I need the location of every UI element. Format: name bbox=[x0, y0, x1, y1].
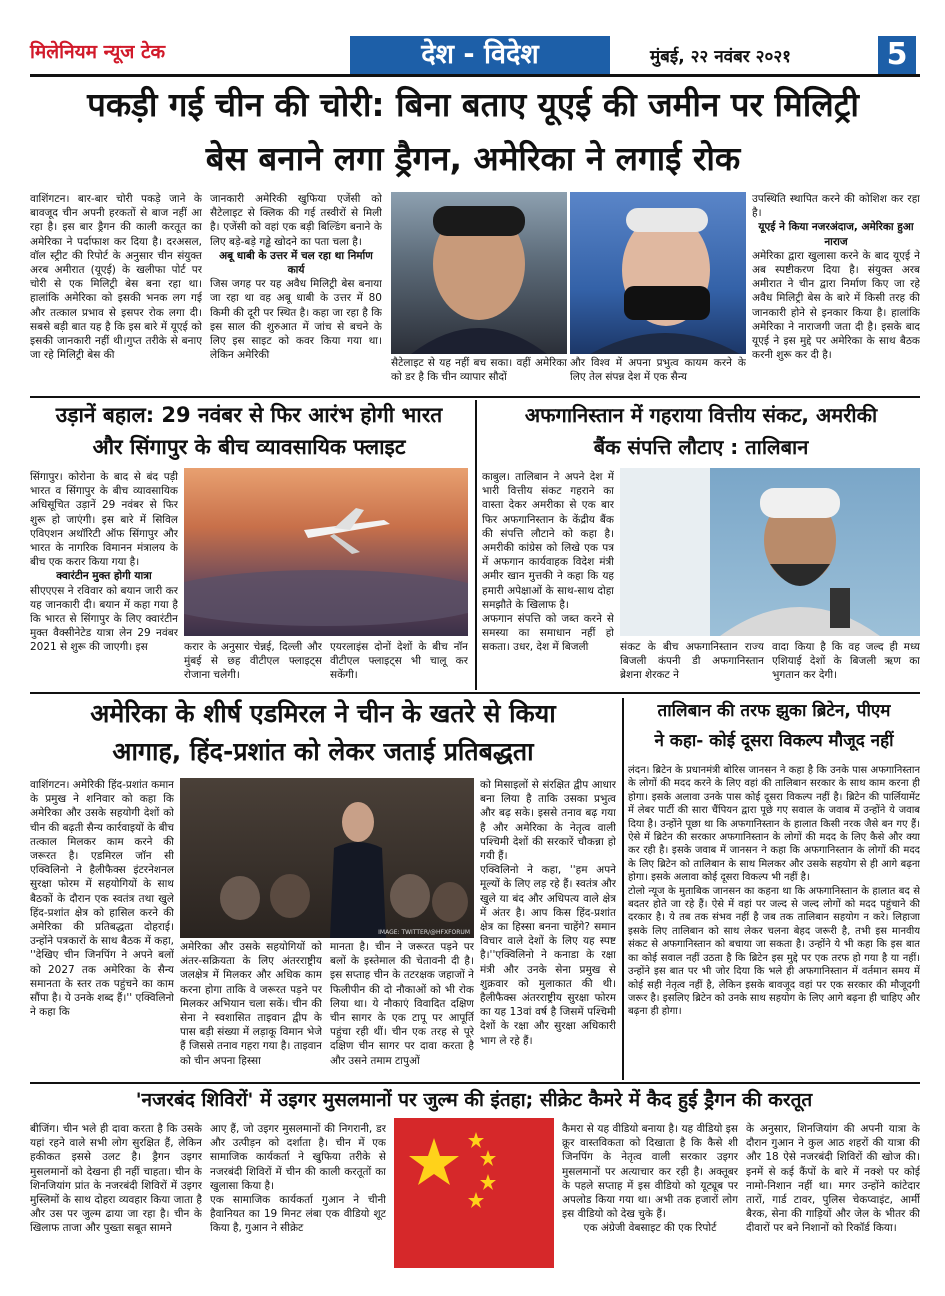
a3-col1-text: काबुल। तालिबान ने अपने देश में भारी वित्तीय संकट गहराने का वास्ता देकर अमरीका से एक बार फिर अफगानिस्तान के केंद्रीय बैंक की संपत्ति लौटाने को कहा है। अमरीकी कांग्रेस को लिखे एक पत्र में अफगान कार्यवाहक विदेश मंत्री अमीर खान मुत्तकी ने कहा कि यह हमारी अपेक्षाओं के साथ-साथ दोहा समझौते के खिलाफ है। bbox=[482, 471, 614, 611]
a1-col3: सैटेलाइट से यह नहीं बच सका। वहीं अमेरिका को डर है कि चीन व्यापार सौदों bbox=[391, 357, 567, 384]
a2-col1-subhead: क्वारंटीन मुक्त होगी यात्रा bbox=[56, 570, 152, 583]
a2-col1 bbox=[30, 470, 178, 688]
a5-headline-line2: ने कहा- कोई दूसरा विकल्प मौजूद नहीं bbox=[654, 731, 894, 751]
photo-taliban-minister bbox=[620, 468, 920, 636]
a1-col2-subhead: अबू धाबी के उत्तर में चल रहा था निर्माण कार्य bbox=[219, 249, 373, 277]
a2-col1-text: सिंगापुर। कोरोना के बाद से बंद पड़ी भारत व सिंगापुर के बीच व्यावसायिक अधिसूचित उड़ानें 29 नवंबर से फिर शुरू हो जाएंगी। इस बारे में सिविल एविएशन अथॉरिटी ऑफ सिंगापुर और भारत के नागरिक विमानन मंत्रालय के बीच एक करार किया गया है। bbox=[30, 471, 178, 569]
a6-col3-body: एक अंग्रेजी वेबसाइट की एक रिपोर्ट bbox=[583, 1222, 717, 1235]
photo-china-flag bbox=[394, 1118, 554, 1268]
photo-joe-biden bbox=[570, 192, 746, 354]
a1-col5-text: उपस्थिति स्थापित करने की कोशिश कर रहा है। bbox=[752, 193, 920, 220]
a6-headline: 'नजरबंद शिविरों' में उइगर मुसलमानों पर जुल्म की इंतहा; सीक्रेट कैमरे में कैद हुई ड्रैगन की करतूत bbox=[135, 1089, 813, 1111]
brand-name: मिलेनियम न्यूज टेक bbox=[30, 41, 166, 63]
a2-col2: करार के अनुसार चेन्नई, दिल्ली और मुंबई से छह वीटीएल फ्लाइट्स रोजाना चलेगी। bbox=[184, 641, 322, 682]
a5-col1-text: लंदन। ब्रिटेन के प्रधानमंत्री बोरिस जानसन ने कहा है कि उनके पास अफगानिस्तान के लोगों की मदद करने के लिए वहां की तालिबान सरकार के साथ काम करना ही होगा। इसके अलावा उनके पास कोई दूसरा विकल्प नहीं है। ब्रिटेन की पार्लियामेंट में लेबर पार्टी की सारा चैंपियन द्वारा पूछे गए सवाल के जवाब में उन्होंने ये जवाब दिया है। उन्होंने पूछा था कि अफगानिस्तान के हालात किसी नरक जैसे बन गए हैं। ऐसे में ब्रिटेन की सरकार अफगानिस्तान के लोगों की मदद के लिए कैसे और क्या कर रही है। इसके जवाब में जानसन ने कहा कि अफगानिस्तान के लोगों की मदद के लिए ब्रिटेन को तालिबान के साथ मिलकर और उसके सहयोग से ही आगे बढ़ना होगा। इसके अलावा कोई दूसरा विकल्प भी नहीं है। bbox=[628, 765, 920, 884]
a6-col4: के अनुसार, शिनजियांग की अपनी यात्रा के दौरान गुआन ने कुल आठ शहरों की यात्रा की और 18 ऐसे नजरबंदी शिविरों की खोज की। इनमें से कई कैंपों के बारे में नक्शे पर कोई नामो-निशान नहीं था। मगर उन्होंने कांटेदार तारों, गार्ड टावर, पुलिस चेकप्वाइंट, आर्मी बैरक, सेना की गाड़ियों और जेल के भीतर की दीवारों पर बने निशानों को रिकॉर्ड किया। bbox=[746, 1123, 920, 1235]
a1-headline-line2: बेस बनाने लगा ड्रैगन, अमेरिका ने लगाई रोक bbox=[205, 139, 741, 178]
a4-col1: वाशिंगटन। अमेरिकी हिंद-प्रशांत कमान के प्रमुख ने शनिवार को कहा कि अमेरिका और उसके सहयोगी देशों को चीन की बढ़ती सैन्य कार्रवाइयों के बीच तत्काल मिलकर काम करने की जरूरत है। एडमिरल जॉन सी एक्विलिनो ने हैलीफैक्स इंटरनेशनल सुरक्षा फोरम में सहयोगियों के साथ बैठकों के दौरान एक स्वतंत्र तथा खुले हिंद-प्रशांत क्षेत्र को हासिल करने की अमेरिका की प्रतिबद्धता दोहराई। उन्होंने पत्रकारों के साथ बैठक में कहा, ''देखिए चीन जिनपिंग ने अपने बलों को 2027 तक अमेरिका के सैन्य समानता के स्तर तक पहुंचने का काम सौंपा है। ये उनके शब्द हैं।'' एक्विलिनो ने कहा कि bbox=[30, 779, 174, 1019]
masthead-rule bbox=[30, 74, 920, 77]
section-title: देश - विदेश bbox=[350, 36, 610, 74]
a5-headline-line1: तालिबान की तरफ झुका ब्रिटेन, पीएम bbox=[657, 701, 891, 721]
a2-headline-line1: उड़ानें बहाल: 29 नवंबर से फिर आरंभ होगी भारत bbox=[55, 403, 443, 427]
a1-col1: वाशिंगटन। बार-बार चोरी पकड़े जाने के बावजूद चीन अपनी हरकतों से बाज नहीं आ रहा है। इस बार ड्रैगन की काली करतूत का अमेरिका ने पर्दाफाश कर दिया है। दरअसल, वॉल स्ट्रीट की रिपोर्ट के अनुसार चीन संयुक्त अरब अमीरात (यूएई) के खलीफा पोर्ट पर चोरी से एक मिलिट्री बेस बना रहा था। हालांकि अमेरिका को इसकी भनक लग गई और तत्काल प्रभाव से इसपर रोक लगा दी। सबसे बड़ी बात यह है कि इस बारे में यूएई को इसकी जानकारी नहीं थी।गुप्त तरीके से बनाए जा रहे मिलिट्री बेस की bbox=[30, 193, 202, 362]
a3-col2: संकट के बीच अफगानिस्तान राज्य बिजली कंपनी डी अफगानिस्तान ब्रेशना शेरकट ने bbox=[620, 641, 764, 682]
photo-airplane bbox=[184, 468, 468, 636]
a6-col3-text: कैमरा से यह वीडियो बनाया है। यह वीडियो इस क्रूर वास्तविकता को दिखाता है कि कैसे शी जिनपिंग के नेतृत्व वाली सरकार उइगर मुसलमानों पर अत्याचार कर रही है। अक्तूबर के पहले सप्ताह में इस वीडियो को यूट्यूब पर अपलोड किया गया था। अभी तक हजारों लोग इस वीडियो को देख चुके हैं। bbox=[562, 1123, 738, 1221]
a1-col2 bbox=[210, 192, 382, 392]
a4-col2: अमेरिका और उसके सहयोगियों को अंतर-सक्रियता के लिए अंतरराष्ट्रीय जलक्षेत्र में मिलकर और अधिक काम करना होगा ताकि वे जरूरत पड़ने पर मिलकर अभियान चला सकें। चीन की सेना ने स्वशासित ताइवान द्वीप के पास बड़ी संख्या में लड़ाकू विमान भेजे हैं जिससे तनाव गहरा गया है। ताइवान को चीन अपना हिस्सा bbox=[180, 941, 322, 1067]
rule-1 bbox=[30, 396, 920, 398]
a5-col1-body: टोलो न्यूज के मुताबिक जानसन का कहना था कि अफगानिस्तान के हालात बद से बदतर होते जा रहे हैं। ऐसे में वहां पर जल्द से जल्द लोगों को मदद पहुंचाने की दरकार है। ये तब तक संभव नहीं है जब तक तालिबान सहयोग न करे। लिहाजा इसके लिए तालिबान को साथ लेकर चलना बेहद जरूरी है, तभी इस मानवीय संकट से अफगानिस्तान को बचाया जा सकता है। उन्होंने ये भी कहा कि इस बात का कोई सवाल नहीं उठता है कि ब्रिटेन इस मुद्दे पर एक तरफ हो गया है या नहीं। उन्होंने इस बात पर भी जोर दिया कि भले ही अफगानिस्तान में वर्तमान समय में कोई सही नेतृत्व नहीं है, लेकिन इसके बावजूद वहां पर एक सरकार की मौजूदगी जरूर है। इसलिए ब्रिटेन को उनके साथ सहयोग के लिए आगे बढ़ना ही चाहिए और बढ़ना ही होगा। bbox=[628, 885, 920, 1018]
a3-col3: वादा किया है कि वह जल्द ही मध्य एशियाई देशों के बिजली ऋण का भुगतान कर देगी। bbox=[772, 641, 920, 682]
a1-col4: और विश्व में अपना प्रभुत्व कायम करने के लिए तेल संपन्न देश में एक सैन्य bbox=[570, 357, 746, 384]
a6-col2-text: आए हैं, जो उइगर मुसलमानों की निगरानी, डर और उत्पीड़न को दर्शाता है। चीन में एक सामाजिक कार्यकर्ता ने खुफिया तरीके से नजरबंदी शिविरों में चीन की काली करतूतों का खुलासा किया है। bbox=[210, 1123, 386, 1192]
a2-col3: एयरलाइंस दोनों देशों के बीच नॉन वीटीएल फ्लाइट्स भी चालू कर सकेंगी। bbox=[330, 641, 468, 682]
a4-col4-body: एक्विलिनो ने कहा, ''हम अपने मूल्यों के लिए लड़ रहे हैं। स्वतंत्र और खुले या बंद और अधिपत्य वाले क्षेत्र में अंतर है। आप किस हिंद-प्रशांत क्षेत्र का हिस्सा बनना चाहेंगे? समान विचार वाले देशों के लिए यह स्पष्ट है।''एक्विलिनो ने कनाडा के रक्षा मंत्री और उनके सेना प्रमुख से शुक्रवार को मुलाकात की थी। हैलीफैक्स अंतरराष्ट्रीय सुरक्षा फोरम का यह 13वां वर्ष है जिसमें पश्चिमी देशों के रक्षा और सुरक्षा अधिकारी भाग ले रहे हैं। bbox=[480, 864, 616, 1047]
page-number: 5 bbox=[878, 36, 916, 74]
a1-col5-subhead: यूएई ने किया नजरअंदाज, अमेरिका हुआ नाराज bbox=[758, 221, 914, 248]
china-flag-graphic bbox=[394, 1118, 554, 1268]
masthead bbox=[0, 0, 945, 78]
rule-3 bbox=[30, 1082, 920, 1084]
a6-col2 bbox=[210, 1122, 386, 1272]
portrait-placeholder-2 bbox=[570, 192, 746, 354]
a3-headline-line1: अफगानिस्तान में गहराया वित्तीय संकट, अमरीकी bbox=[524, 403, 878, 427]
a3-headline-line2: बैंक संपत्ति लौटाए : तालिबान bbox=[593, 435, 809, 459]
a6-col3 bbox=[562, 1122, 738, 1272]
vrule-2 bbox=[622, 698, 624, 1080]
airplane-graphic bbox=[184, 468, 468, 636]
photo-admiral bbox=[180, 778, 474, 938]
a4-headline-line1: अमेरिका के शीर्ष एडमिरल ने चीन के खतरे से किया bbox=[90, 699, 556, 728]
a4-col4-text: को मिसाइलों से संरक्षित द्वीप आधार बना लिया है ताकि उसका प्रभुत्व और बढ़ सके। इससे तनाव बढ़ गया है और अमेरिका के नेतृत्व वाली पश्चिमी देशों की सरकारें चौकन्ना हो गयी हैं। bbox=[480, 779, 616, 863]
a4-headline-line2: आगाह, हिंद-प्रशांत को लेकर जताई प्रतिबद्धता bbox=[112, 737, 534, 766]
photo-xi-jinping bbox=[391, 192, 567, 354]
admiral-graphic bbox=[180, 778, 474, 938]
a2-col1-body: सीएएएस ने रविवार को बयान जारी कर यह जानकारी दी। बयान में कहा गया है कि भारत से सिंगापुर के लिए क्वारंटीन मुक्त वैक्सीनेटेड यात्रा लेन 29 नवंबर 2021 से शुरू की जाएगी। इस bbox=[30, 584, 178, 654]
a2-headline-line2: और सिंगापुर के बीच व्यावसायिक फ्लाइट bbox=[92, 435, 406, 459]
photo-credit: IMAGE: TWITTER/@HFXFORUM bbox=[378, 929, 470, 936]
a6-col2-body: एक सामाजिक कार्यकर्ता गुआन ने चीनी हैवानियत का 19 मिनट लंबा एक वीडियो शूट किया है, गुआन ने सीक्रेट bbox=[210, 1194, 386, 1235]
a6-col1: बीजिंग। चीन भले ही दावा करता है कि उसके यहां रहने वाले सभी लोग सुरक्षित हैं, लेकिन हकीकत इससे उलट है। ड्रैगन उइगर मुसलमानों को देखना ही नहीं चाहता। चीन के शिनजियांग प्रांत के नजरबंदी शिविरों में उइगर मुस्लिमों के साथ दोहरा व्यवहार किया जाता है और उस पर जुल्म ढाया जा रहा है। चीन के खिलाफ ताजा और पुख्ता सबूत सामने bbox=[30, 1123, 202, 1235]
vrule-1 bbox=[475, 400, 477, 690]
a1-col5-body: अमेरिका द्वारा खुलासा करने के बाद यूएई ने अब स्पष्टीकरण दिया है। संयुक्त अरब अमीरात ने चीन द्वारा निर्माण किए जा रहे अवैध मिलिट्री बेस के बारे में किसी तरह की जानकारी होने से इनकार किया है। हालांकि अमेरिका ने नाराजगी जता दी है। इसके बाद यूएई ने इस मुद्दे पर अमेरिका के साथ बैठक करनी शुरू कर दी है। bbox=[752, 249, 920, 362]
a1-headline-line1: पकड़ी गई चीन की चोरी: बिना बताए यूएई की जमीन पर मिलिट्री bbox=[87, 85, 859, 124]
a1-col2-text: जानकारी अमेरिकी खुफिया एजेंसी को सैटेलाइट से क्लिक की गई तस्वीरों से मिली है। एजेंसी को वहां एक बड़ी बिल्डिंग बनाने के लिए बड़े-बड़े गड्ढे खोदने का पता चला है। bbox=[210, 193, 382, 248]
a4-col4 bbox=[480, 778, 616, 1078]
a4-col3: मानता है। चीन ने जरूरत पड़ने पर बलों के इस्तेमाल की चेतावनी दी है। इस सप्ताह चीन के तटरक्षक जहाजों ने फिलीपीन की दो नौकाओं को भी रोक लिया था। ये नौकाएं विवादित दक्षिण चीन सागर के एक टापू पर आपूर्ति पहुंचा रही थीं। चीन एक तरह से पूरे दक्षिण चीन सागर पर दावा करता है और उसने तमाम टापुओं bbox=[330, 941, 474, 1067]
a5-col1 bbox=[628, 764, 920, 1078]
dateline: मुंबई, २२ नवंबर २०२१ bbox=[650, 47, 792, 67]
a1-col5 bbox=[752, 192, 920, 392]
portrait-placeholder-1 bbox=[391, 192, 567, 354]
rule-2 bbox=[30, 692, 920, 694]
a1-col2-body: जिस जगह पर यह अवैध मिलिट्री बेस बनाया जा रहा था वह अबू धाबी के उत्तर में 80 किमी की दूरी पर स्थित है। कहा जा रहा है कि इस साल की शुरुआत में जांच से बचने के लिए इस साइट को कवर किया गया था। लेकिन अमेरिकी bbox=[210, 278, 382, 362]
a3-col1 bbox=[482, 470, 614, 688]
minister-graphic bbox=[620, 468, 920, 636]
a3-col1-body: अफगान संपत्ति को जब्त करने से समस्या का समाधान नहीं हो सकता। उधर, देश में बिजली bbox=[482, 613, 614, 654]
